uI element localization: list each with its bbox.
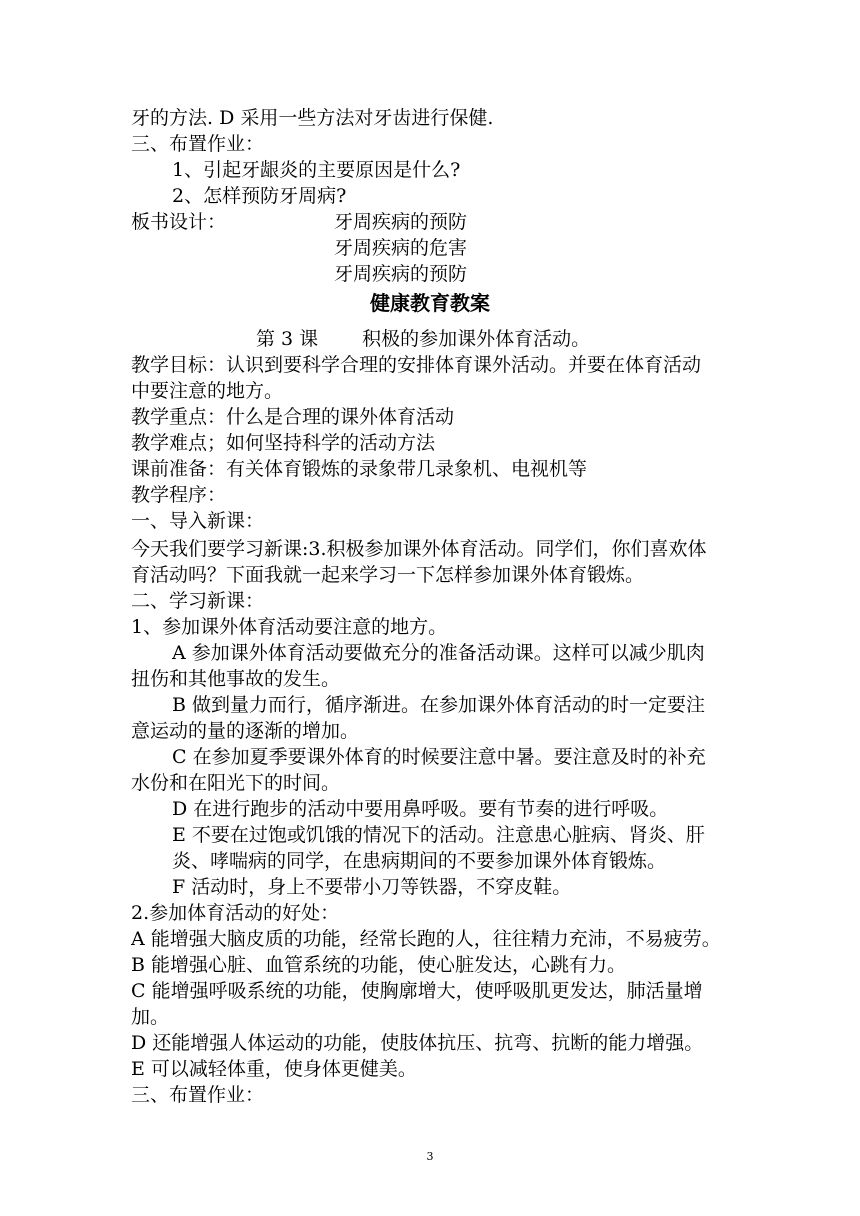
board-design-label: 板书设计：	[131, 211, 227, 233]
homework-heading-2: 三、布置作业：	[131, 1084, 265, 1106]
intro-line-2: 育活动吗？下面我就一起来学习一下怎样参加课外体育锻炼。	[131, 564, 645, 586]
board-design-line-3: 牙周疾病的预防	[334, 263, 468, 285]
point-b-line-2: 意运动的量的逐渐的增加。	[131, 720, 360, 742]
point-c-line-2: 水份和在阳光下的时间。	[131, 772, 341, 794]
text-line: 牙的方法. D 采用一些方法对牙齿进行保健.	[131, 107, 494, 129]
homework-question-1: 1、引起牙龈炎的主要原因是什么?	[172, 159, 461, 181]
section-2-heading: 2.参加体育活动的好处：	[131, 902, 340, 924]
homework-question-2: 2、怎样预防牙周病?	[172, 185, 347, 207]
benefit-a: A 能增强大脑皮质的功能，经常长跑的人，往往精力充沛，不易疲劳。	[131, 928, 721, 950]
benefit-d: D 还能增强人体运动的功能，使肢体抗压、抗弯、抗断的能力增强。	[131, 1032, 704, 1054]
point-d-line: D 在进行跑步的活动中要用鼻呼吸。要有节奏的进行呼吸。	[172, 798, 669, 820]
board-design-line-2: 牙周疾病的危害	[334, 237, 468, 259]
objective-line-2: 中要注意的地方。	[131, 380, 284, 402]
board-design-line-1: 牙周疾病的预防	[334, 211, 468, 233]
intro-line-1: 今天我们要学习新课:3.积极参加课外体育活动。同学们，你们喜欢体	[131, 538, 707, 560]
page-number: 3	[426, 1150, 434, 1163]
point-e-line-1: E 不要在过饱或饥饿的情况下的活动。注意患心脏病、肾炎、肝	[172, 824, 705, 846]
point-e-line-2: 炎、哮喘病的同学，在患病期间的不要参加课外体育锻炼。	[172, 850, 667, 872]
benefit-c-line-2: 加。	[131, 1006, 170, 1028]
homework-heading: 三、布置作业：	[131, 133, 265, 155]
difficulty: 教学难点；如何坚持科学的活动方法	[131, 432, 436, 454]
point-c-line-1: C 在参加夏季要课外体育的时候要注意中暑。要注意及时的补充	[172, 746, 706, 768]
point-a-line-2: 扭伤和其他事故的发生。	[131, 668, 341, 690]
point-b-line-1: B 做到量力而行，循序渐进。在参加课外体育活动的时一定要注	[172, 694, 706, 716]
new-lesson-heading: 二、学习新课：	[131, 590, 265, 612]
lesson-heading	[256, 326, 736, 352]
benefit-e: E 可以减轻体重，使身体更健美。	[131, 1058, 417, 1080]
point-a-line-1: A 参加课外体育活动要做充分的准备活动课。这样可以减少肌肉	[172, 642, 705, 664]
preparation: 课前准备：有关体育锻炼的录象带几录象机、电视机等	[131, 458, 588, 480]
procedure-heading: 教学程序：	[131, 484, 227, 506]
lesson-title: 积极的参加课外体育活动。	[362, 328, 591, 350]
key-point: 教学重点：什么是合理的课外体育活动	[131, 406, 455, 428]
intro-heading: 一、导入新课：	[131, 510, 265, 532]
lesson-number: 第 3 课	[256, 328, 319, 350]
document-title: 健康教育教案	[370, 291, 490, 315]
benefit-c-line-1: C 能增强呼吸系统的功能，使胸廓增大，使呼吸肌更发达，肺活量增	[131, 980, 703, 1002]
benefit-b: B 能增强心脏、血管系统的功能，使心脏发达，心跳有力。	[131, 954, 627, 976]
point-f-line: F 活动时，身上不要带小刀等铁器，不穿皮鞋。	[172, 876, 572, 898]
objective-line-1: 教学目标：认识到要科学合理的安排体育课外活动。并要在体育活动	[131, 354, 702, 376]
section-1-heading: 1、参加课外体育活动要注意的地方。	[131, 616, 448, 638]
